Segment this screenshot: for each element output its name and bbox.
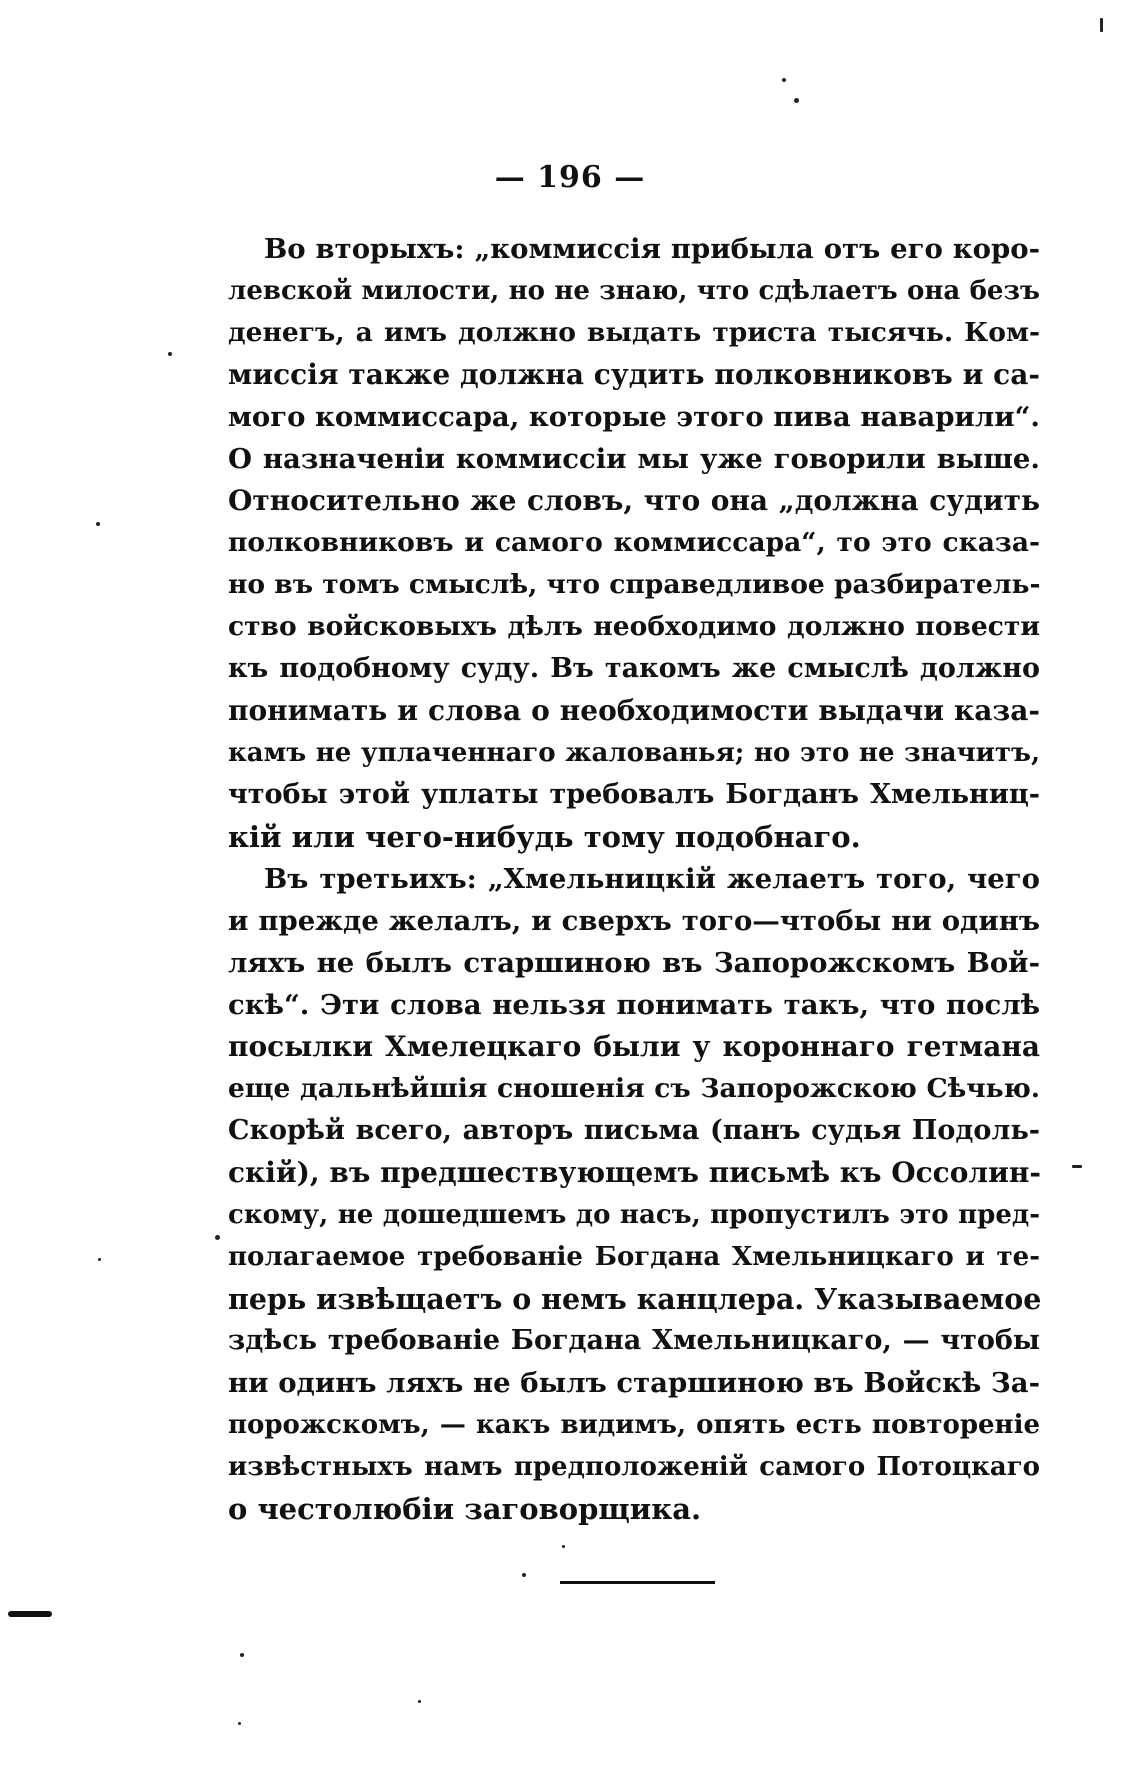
text-line: скому, не дошедшемъ до насъ, пропустилъ это пред- bbox=[228, 1200, 1040, 1230]
text-line: Въ третьихъ: „Хмельницкій желаетъ того, чего bbox=[264, 863, 1040, 895]
text-line: полковниковъ и самого коммиссара“, то это сказа- bbox=[228, 527, 1040, 558]
scan-speck bbox=[98, 1258, 101, 1261]
scan-speck bbox=[215, 1235, 220, 1240]
scan-speck bbox=[240, 1653, 244, 1657]
margin-mark bbox=[8, 1611, 52, 1617]
text-line: посылки Хмелецкаго были у короннаго гетмана bbox=[228, 1030, 1040, 1063]
text-line: извѣстныхъ намъ предположеній самого Потоцкаго bbox=[228, 1452, 1040, 1482]
text-line: скѣ“. Эти слова нельзя понимать такъ, что послѣ bbox=[228, 989, 1040, 1021]
text-line: порожскомъ, — какъ видимъ, опять есть повтореніе bbox=[228, 1410, 1040, 1440]
scan-speck bbox=[522, 1573, 526, 1577]
text-line: О назначеніи коммиссіи мы уже говорили выше. bbox=[228, 443, 1040, 475]
text-line: о честолюбіи заговорщика. bbox=[228, 1492, 702, 1526]
scan-speck bbox=[794, 98, 799, 103]
scan-speck bbox=[1072, 1165, 1082, 1168]
scan-speck bbox=[1100, 18, 1103, 32]
paragraph-third-point bbox=[228, 858, 1040, 1530]
text-line: денегъ, а имъ должно выдать триста тысячь. Ком- bbox=[228, 317, 1040, 348]
text-line: но въ томъ смыслѣ, что справедливое разбиратель- bbox=[228, 569, 1041, 600]
paragraph-second-point bbox=[228, 228, 1040, 858]
text-line: къ подобному суду. Въ такомъ же смыслѣ должно bbox=[228, 653, 1040, 684]
text-line: Скорѣй всего, авторъ письма (панъ судья Подоль- bbox=[228, 1115, 1040, 1146]
scan-speck bbox=[782, 78, 786, 82]
text-line: скій), въ предшествующемъ письмѣ къ Оссолин- bbox=[228, 1156, 1042, 1189]
text-line: мого коммиссара, которые этого пива наварили“. bbox=[228, 401, 1040, 433]
text-line: Во вторыхъ: „коммиссія прибыла отъ его коро- bbox=[264, 233, 1040, 265]
text-line: чтобы этой уплаты требовалъ Богданъ Хмельниц- bbox=[228, 779, 1040, 810]
scan-speck bbox=[96, 522, 100, 526]
text-line: камъ не уплаченнаго жалованья; но это не значитъ, bbox=[228, 738, 1040, 768]
text-line: понимать и слова о необходимости выдачи каза- bbox=[228, 694, 1040, 727]
scan-speck bbox=[418, 1700, 421, 1703]
text-line: кій или чего-нибудь тому подобнаго. bbox=[228, 820, 861, 854]
text-line: и прежде желалъ, и сверхъ того—чтобы ни одинъ bbox=[228, 905, 1040, 937]
text-line: перь извѣщаетъ о немъ канцлера. Указываемое bbox=[228, 1282, 1042, 1316]
body-text bbox=[228, 228, 1040, 1530]
end-rule bbox=[560, 1581, 715, 1584]
text-line: ство войсковыхъ дѣлъ необходимо должно повести bbox=[228, 611, 1040, 642]
scan-speck bbox=[238, 1722, 241, 1725]
text-line: ляхъ не былъ старшиною въ Запорожскомъ Вой- bbox=[228, 947, 1040, 979]
page-number: — 196 — bbox=[494, 160, 646, 195]
text-line: полагаемое требованіе Богдана Хмельницкаго и те- bbox=[228, 1242, 1040, 1272]
text-line: миссія также должна судить полковниковъ и са- bbox=[228, 358, 1040, 391]
scan-speck bbox=[168, 352, 172, 356]
text-line: ни одинъ ляхъ не былъ старшиною въ Войскѣ За- bbox=[228, 1367, 1040, 1399]
text-line: еще дальнѣйшія сношенія съ Запорожскою Сѣчью. bbox=[228, 1073, 1040, 1104]
text-line: здѣсь требованіе Богдана Хмельницкаго, — чтобы bbox=[228, 1325, 1040, 1356]
text-line: Относительно же словъ, что она „должна судить bbox=[228, 484, 1040, 517]
text-line: левской милости, но не знаю, что сдѣлаетъ она безъ bbox=[228, 276, 1040, 306]
scan-speck bbox=[562, 1545, 565, 1548]
